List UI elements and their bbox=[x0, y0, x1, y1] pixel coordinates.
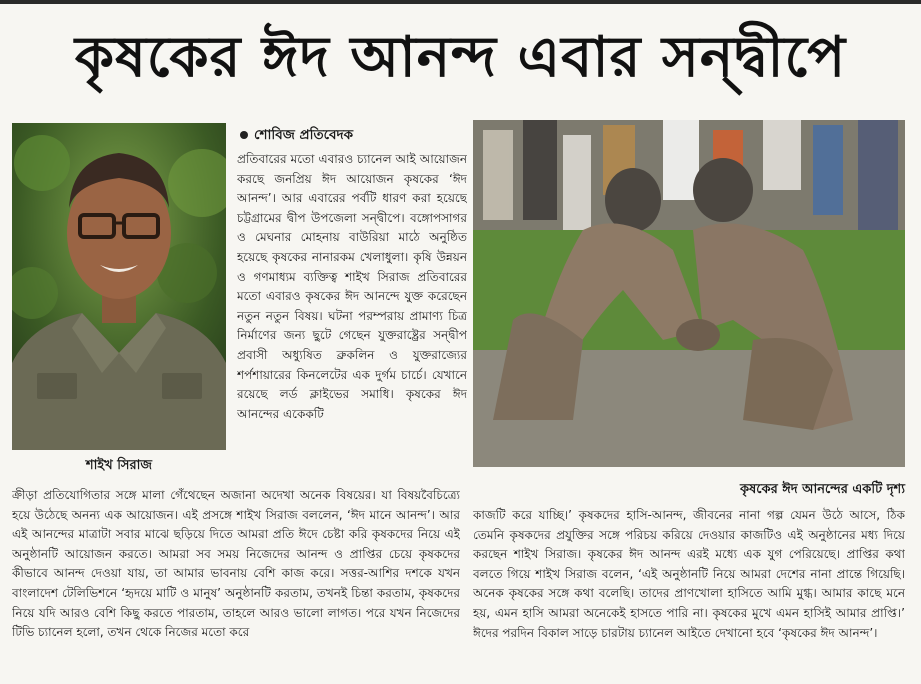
portrait-caption: শাইখ সিরাজ bbox=[85, 458, 153, 473]
byline bbox=[240, 126, 462, 144]
headline: কৃষকের ঈদ আনন্দ এবার সন্দ্বীপে bbox=[74, 24, 847, 90]
wrestling-photo bbox=[473, 120, 905, 467]
wrestling-illustration bbox=[473, 120, 905, 467]
byline-text: শোবিজ প্রতিবেদক bbox=[254, 127, 354, 143]
article-column-3: কাজটি করে যাচ্ছি।’ কৃষকদের হাসি-আনন্দ, জীবনের নানা গল্প যেমন উঠে আসে, ঠিক তেমনি কৃষকদের প্রযুক্তির সঙ্গে পরিচয় করিয়ে দেওয়ার কাজটিও এই অনুষ্ঠানের মধ্য দিয়ে করছেন শাইখ সিরাজ। কৃষকের ঈদ আনন্দ এরই মধ্যে এক যুগ পেরিয়েছে। প্রাপ্তির কথা বলতে গিয়ে শাইখ সিরাজ বলেন, ‘এই অনুষ্ঠানটি নিয়ে আমরা দেশের নানা প্রান্তে গিয়েছি। অনেক কৃষকের সঙ্গে কথা বলেছি। তাদের প্রাণখোলা হাসিতে আমি মুগ্ধ। আমার কাছে মনে হয়, এমন হাসি আমরা অনেকেই হাসতে পারি না। কৃষকের মুখে এমন হাসিই আমার প্রাপ্তি।’ ঈদের পরদিন বিকাল সাড়ে চারটায় চ্যানেল আইতে দেখানো হবে ‘কৃষকের ঈদ আনন্দ’। bbox=[473, 508, 905, 640]
article-column-2: ক্রীড়া প্রতিযোগিতার সঙ্গে মালা গেঁথেছেন অজানা অদেখা অনেক বিষয়ের। যা বিষয়বৈচিত্র্যে হয়ে উঠেছে অনন্য এক আয়োজন। এই প্রসঙ্গে শাইখ সিরাজ বললেন, ‘ঈদ মানে আনন্দ’। আর এই আনন্দের মাত্রাটা সবার মাঝে ছড়িয়ে দিতে আমরা প্রতি ঈদে চেষ্টা করি কৃষকদের নিয়ে এই অনুষ্ঠানটি আয়োজন করতে। আমরা সব সময় নিজেদের আনন্দ ও প্রাপ্তির চেয়ে কৃষকদের কীভাবে আনন্দ দেওয়া যায়, তা আমার ভাবনায় বেশি কাজ করে। সত্তর-আশির দশকে যখন বাংলাদেশ টেলিভিশনে ‘হৃদয়ে মাটি ও মানুষ’ অনুষ্ঠানটি করতাম, তখনই চিন্তা করতাম, কৃষকদের নিয়ে যদি আরও বেশি কিছু করতে পারতাম, তাহলে আরও ভালো লাগত। পরে যখন নিজেদের টিভি চ্যানেল হলো, তখন থেকে নিজের মতো করে bbox=[12, 488, 460, 640]
portrait-illustration bbox=[12, 123, 226, 450]
article-column-1: প্রতিবারের মতো এবারও চ্যানেল আই আয়োজন করছে জনপ্রিয় ঈদ আয়োজন কৃষকের ‘ঈদ আনন্দ’। আর এবারের পর্বটি ধারণ করা হয়েছে চট্টগ্রামের দ্বীপ উপজেলা সন্দ্বীপে। বঙ্গোপসাগর ও মেঘনার মোহনায় বাউরিয়া মাঠে অনুষ্ঠিত হয়েছে কৃষকের নানারকম খেলাধুলা। কৃষি উন্নয়ন ও গণমাধ্যম ব্যক্তিত্ব শাইখ সিরাজ প্রতিবারের মতো এবারও কৃষকের ঈদ আনন্দে যুক্ত করেছেন নতুন নতুন বিষয়। ঘটনা পরম্পরায় প্রামাণ্য চিত্র নির্মাণের জন্য ছুটে গেছেন যুক্তরাষ্ট্রের সন্দ্বীপ প্রবাসী অধ্যুষিত ব্রুকলিন ও যুক্তরাজ্যের শর্পশায়ারের কিনলেটের এক দুর্গম চার্চে। যেখানে রয়েছে লর্ড ক্লাইভের সমাধি। কৃষকের ঈদ আনন্দের একেকটি bbox=[237, 152, 467, 421]
portrait-photo bbox=[12, 123, 226, 450]
wrestling-caption: কৃষকের ঈদ আনন্দের একটি দৃশ্য bbox=[740, 482, 905, 497]
top-rule bbox=[0, 0, 921, 4]
bullet-icon bbox=[240, 131, 248, 139]
